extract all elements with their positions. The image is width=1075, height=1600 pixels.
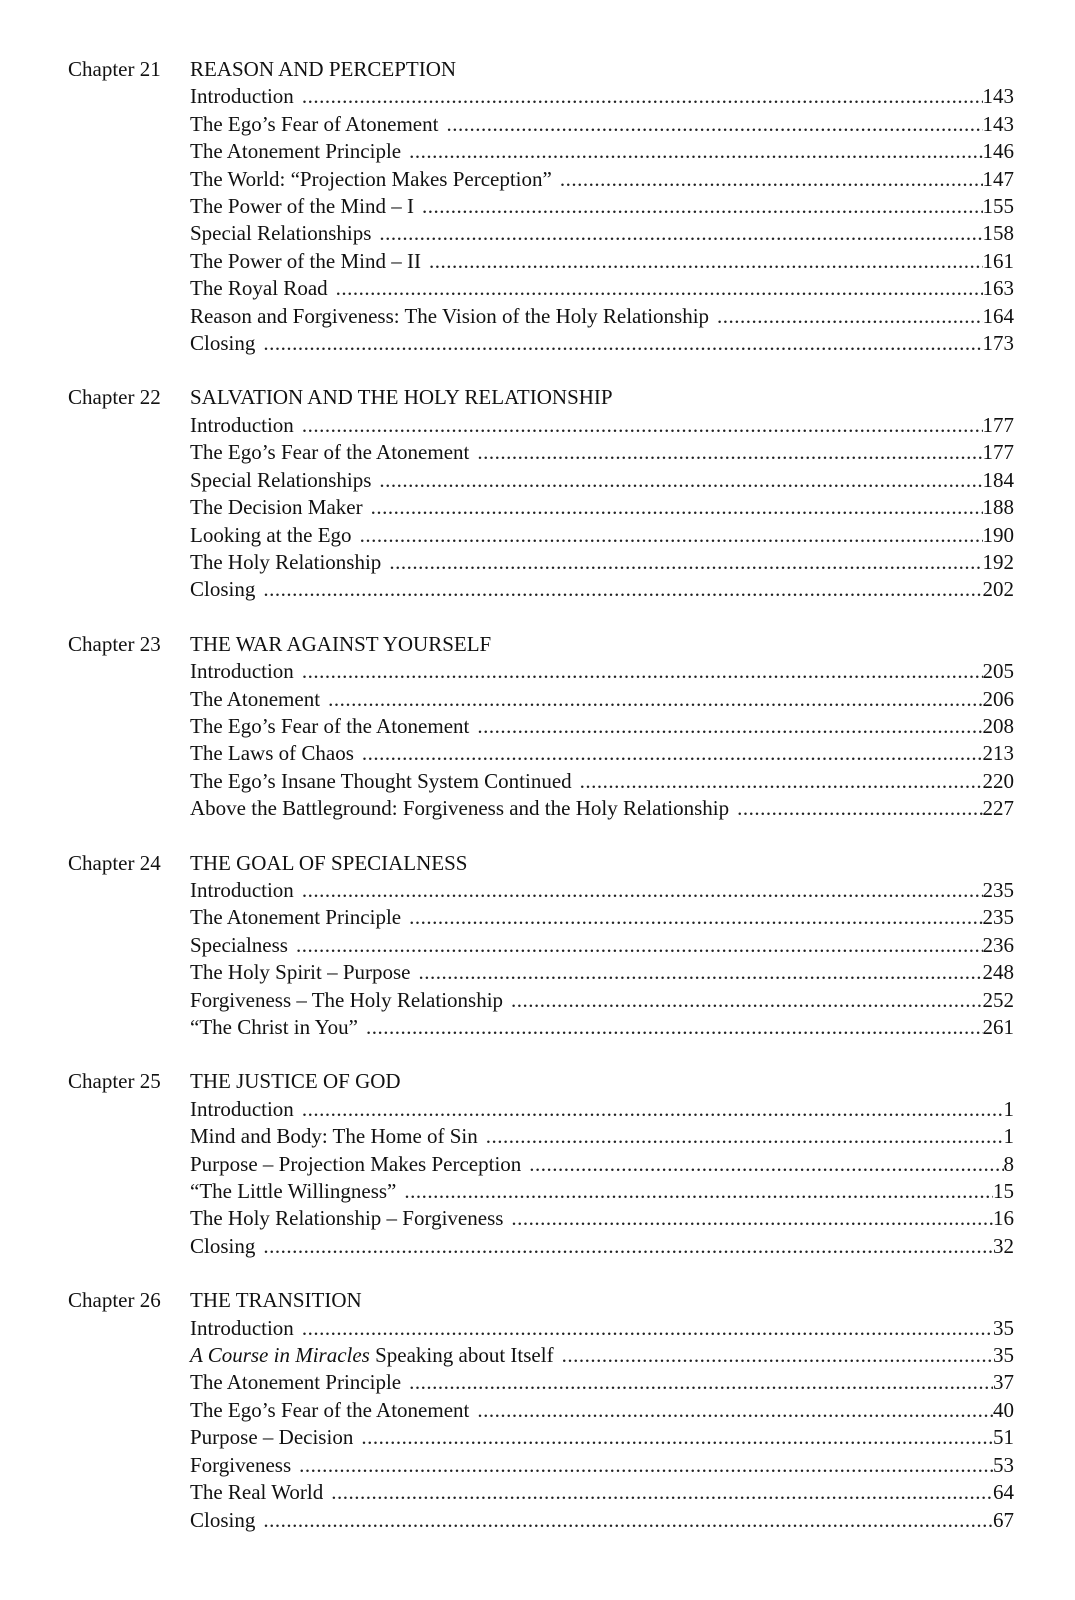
chapter-body <box>190 384 1014 603</box>
page-number: 208 <box>982 713 1014 738</box>
toc-entry[interactable] <box>190 1397 1014 1424</box>
toc-entry[interactable] <box>190 877 1014 904</box>
toc-entry[interactable] <box>190 1369 1014 1396</box>
entry-title: Introduction <box>190 412 294 437</box>
dot-leader <box>371 494 983 521</box>
toc-entry[interactable] <box>190 220 1014 247</box>
chapter-label: Chapter 25 <box>68 1069 161 1094</box>
entry-title: The Decision Maker <box>190 495 363 520</box>
toc-entry[interactable] <box>190 166 1014 193</box>
page-number: 192 <box>982 549 1014 574</box>
toc-entry[interactable] <box>190 1315 1014 1342</box>
entry-title: The Ego’s Fear of the Atonement <box>190 1397 470 1422</box>
dot-leader <box>404 1178 993 1205</box>
entry-title: Introduction <box>190 877 294 902</box>
toc-entry[interactable] <box>190 111 1014 138</box>
dot-leader <box>389 549 982 576</box>
toc-entry[interactable] <box>190 686 1014 713</box>
page-number: 213 <box>982 741 1014 766</box>
entry-title: The Real World <box>190 1480 324 1505</box>
page-number: 177 <box>982 412 1014 437</box>
toc-entry[interactable] <box>190 1123 1014 1150</box>
dot-leader <box>360 522 983 549</box>
dot-leader <box>511 987 982 1014</box>
toc-entry[interactable] <box>190 1452 1014 1479</box>
chapter-body <box>190 56 1014 357</box>
toc-entry[interactable] <box>190 138 1014 165</box>
entry-title: “The Little Willingness” <box>190 1179 397 1204</box>
page-number: 35 <box>993 1315 1014 1340</box>
page-number: 8 <box>1003 1151 1014 1176</box>
page-number: 146 <box>982 139 1014 164</box>
toc-entry[interactable] <box>190 1205 1014 1232</box>
chapter-block <box>68 384 1014 603</box>
toc-entry[interactable] <box>190 248 1014 275</box>
toc-entry[interactable] <box>190 932 1014 959</box>
dot-leader <box>529 1151 1003 1178</box>
chapter-label: Chapter 22 <box>68 385 161 410</box>
toc-entry[interactable] <box>190 1479 1014 1506</box>
dot-leader <box>477 713 982 740</box>
toc-entry[interactable] <box>190 303 1014 330</box>
entry-title: Purpose – Projection Makes Perception <box>190 1151 522 1176</box>
page-number: 190 <box>982 522 1014 547</box>
page-number: 16 <box>993 1206 1014 1231</box>
dot-leader <box>263 1233 993 1260</box>
page-number: 37 <box>993 1370 1014 1395</box>
toc-entry[interactable] <box>190 658 1014 685</box>
entry-title: Introduction <box>190 84 294 109</box>
dot-leader <box>302 1315 993 1342</box>
page-number: 177 <box>982 440 1014 465</box>
page-number: 252 <box>982 987 1014 1012</box>
entry-title: The Laws of Chaos <box>190 741 354 766</box>
entry-title: Specialness <box>190 932 288 957</box>
entry-title-italic: A Course in Miracles <box>190 1343 370 1368</box>
page-number: 143 <box>982 111 1014 136</box>
toc-entry[interactable] <box>190 1507 1014 1534</box>
dot-leader <box>361 1424 993 1451</box>
entry-title: The Atonement Principle <box>190 139 402 164</box>
chapter-label: Chapter 24 <box>68 850 161 875</box>
dot-leader <box>263 330 982 357</box>
dot-leader <box>328 686 982 713</box>
page-number: 147 <box>982 166 1014 191</box>
toc-entry[interactable] <box>190 904 1014 931</box>
page-number: 184 <box>982 467 1014 492</box>
page-number: 235 <box>982 905 1014 930</box>
page-number: 158 <box>982 221 1014 246</box>
dot-leader <box>477 439 982 466</box>
chapter-block <box>68 850 1014 1042</box>
page-number: 205 <box>982 659 1014 684</box>
page-number: 202 <box>982 577 1014 602</box>
page-number: 51 <box>993 1425 1014 1450</box>
page-number: 163 <box>982 276 1014 301</box>
dot-leader <box>477 1397 993 1424</box>
toc-entry[interactable] <box>190 1096 1014 1123</box>
dot-leader <box>362 740 983 767</box>
toc-entry[interactable] <box>190 412 1014 439</box>
entry-title: Introduction <box>190 1315 294 1340</box>
page-number: 67 <box>993 1507 1014 1532</box>
page-number: 227 <box>982 796 1014 821</box>
entry-title: Mind and Body: The Home of Sin <box>190 1124 478 1149</box>
toc-entry[interactable] <box>190 959 1014 986</box>
page-number: 235 <box>982 877 1014 902</box>
dot-leader <box>302 877 983 904</box>
chapter-title: THE JUSTICE OF GOD <box>190 1069 401 1094</box>
chapter-title: THE WAR AGAINST YOURSELF <box>190 631 492 656</box>
dot-leader <box>302 658 983 685</box>
dot-leader <box>409 904 982 931</box>
chapter-title: REASON AND PERCEPTION <box>190 57 457 81</box>
page-number: 1 <box>1003 1124 1014 1149</box>
entry-title: The Ego’s Insane Thought System Continued <box>190 768 572 793</box>
entry-title: Forgiveness <box>190 1452 292 1477</box>
table-of-contents <box>68 56 1014 1561</box>
page-number: 143 <box>982 84 1014 109</box>
chapter-block <box>68 56 1014 357</box>
dot-leader <box>717 303 982 330</box>
toc-entry[interactable] <box>190 1014 1014 1041</box>
page-number: 15 <box>993 1179 1014 1204</box>
chapter-title: SALVATION AND THE HOLY RELATIONSHIP <box>190 385 613 410</box>
dot-leader <box>296 932 983 959</box>
chapter-block <box>68 1287 1014 1534</box>
entry-title: Closing <box>190 577 256 602</box>
dot-leader <box>302 412 983 439</box>
dot-leader <box>486 1123 1004 1150</box>
entry-title: The Royal Road <box>190 276 328 301</box>
entry-title: The Holy Relationship – Forgiveness <box>190 1206 504 1231</box>
dot-leader <box>302 1096 1004 1123</box>
entry-title: The Power of the Mind – I <box>190 194 414 219</box>
page-number: 188 <box>982 495 1014 520</box>
dot-leader <box>331 1479 993 1506</box>
toc-entry[interactable] <box>190 740 1014 767</box>
page-number: 261 <box>982 1015 1014 1039</box>
toc-entry[interactable] <box>190 494 1014 521</box>
chapter-body <box>190 850 1014 1042</box>
toc-entry[interactable] <box>190 1424 1014 1451</box>
page-number: 161 <box>982 248 1014 273</box>
entry-title: Reason and Forgiveness: The Vision of the Holy Relationship <box>190 303 710 328</box>
toc-entry[interactable] <box>190 795 1014 822</box>
chapter-body <box>190 1068 1014 1260</box>
page-number: 206 <box>982 686 1014 711</box>
page-number: 35 <box>993 1343 1014 1368</box>
entry-title <box>190 1342 562 1369</box>
dot-leader <box>419 959 983 986</box>
page-number: 64 <box>993 1480 1014 1505</box>
toc-entry[interactable] <box>190 768 1014 795</box>
dot-leader <box>366 1014 983 1041</box>
entry-title: Purpose – Decision <box>190 1425 354 1450</box>
page-number: 236 <box>982 932 1014 957</box>
dot-leader <box>511 1205 993 1232</box>
entry-title: Closing <box>190 1233 256 1258</box>
dot-leader <box>409 138 982 165</box>
entry-title: Special Relationships <box>190 221 372 246</box>
chapter-body <box>190 1287 1014 1534</box>
page-number: 155 <box>982 194 1014 219</box>
dot-leader <box>336 275 983 302</box>
dot-leader <box>263 576 982 603</box>
entry-title: Introduction <box>190 1096 294 1121</box>
page-number: 40 <box>993 1397 1014 1422</box>
entry-title: Introduction <box>190 659 294 684</box>
dot-leader <box>560 166 983 193</box>
entry-title: The Ego’s Fear of Atonement <box>190 111 439 136</box>
chapter-body <box>190 631 1014 823</box>
entry-title: The Atonement <box>190 686 321 711</box>
dot-leader <box>422 193 983 220</box>
page-number: 248 <box>982 960 1014 985</box>
dot-leader <box>409 1369 993 1396</box>
entry-title: The Holy Spirit – Purpose <box>190 960 411 985</box>
entry-title: The Atonement Principle <box>190 1370 402 1395</box>
entry-title: “The Christ in You” <box>190 1015 358 1039</box>
chapter-title: THE TRANSITION <box>190 1288 362 1313</box>
chapter-label: Chapter 21 <box>68 57 161 81</box>
chapter-title: THE GOAL OF SPECIALNESS <box>190 850 468 875</box>
dot-leader <box>263 1507 993 1534</box>
entry-title: Looking at the Ego <box>190 522 352 547</box>
toc-entry[interactable] <box>190 83 1014 110</box>
entry-title: The Power of the Mind – II <box>190 248 421 273</box>
toc-entry[interactable] <box>190 713 1014 740</box>
page-number: 32 <box>993 1233 1014 1258</box>
dot-leader <box>446 111 982 138</box>
toc-entry[interactable] <box>190 1342 1014 1369</box>
toc-entry[interactable] <box>190 522 1014 549</box>
dot-leader <box>562 1342 993 1369</box>
page-number: 1 <box>1003 1096 1014 1121</box>
entry-title: Closing <box>190 331 256 356</box>
toc-entry[interactable] <box>190 1178 1014 1205</box>
dot-leader <box>302 83 983 110</box>
chapter-label: Chapter 26 <box>68 1288 161 1313</box>
entry-title-rest: Speaking about Itself <box>369 1343 554 1368</box>
entry-title: The World: “Projection Makes Perception” <box>190 166 552 191</box>
toc-entry[interactable] <box>190 987 1014 1014</box>
page-number: 220 <box>982 768 1014 793</box>
toc-entry[interactable] <box>190 193 1014 220</box>
entry-title: Above the Battleground: Forgiveness and the Holy Relationship <box>190 796 730 821</box>
page-number: 164 <box>982 303 1014 328</box>
toc-entry[interactable] <box>190 549 1014 576</box>
entry-title: The Atonement Principle <box>190 905 402 930</box>
toc-entry[interactable] <box>190 330 1014 357</box>
dot-leader <box>379 467 982 494</box>
toc-entry[interactable] <box>190 439 1014 466</box>
toc-entry[interactable] <box>190 1151 1014 1178</box>
dot-leader <box>379 220 982 247</box>
dot-leader <box>737 795 982 822</box>
toc-entry[interactable] <box>190 275 1014 302</box>
entry-title: Forgiveness – The Holy Relationship <box>190 987 504 1012</box>
chapter-block <box>68 1068 1014 1260</box>
dot-leader <box>429 248 983 275</box>
entry-title: Special Relationships <box>190 467 372 492</box>
entry-title: The Holy Relationship <box>190 549 382 574</box>
toc-entry[interactable] <box>190 576 1014 603</box>
toc-entry[interactable] <box>190 1233 1014 1260</box>
page-number: 173 <box>982 331 1014 356</box>
dot-leader <box>299 1452 993 1479</box>
entry-title: Closing <box>190 1507 256 1532</box>
entry-title: The Ego’s Fear of the Atonement <box>190 440 470 465</box>
page-number: 53 <box>993 1452 1014 1477</box>
dot-leader <box>580 768 983 795</box>
chapter-block <box>68 631 1014 823</box>
toc-entry[interactable] <box>190 467 1014 494</box>
chapter-label: Chapter 23 <box>68 631 161 656</box>
entry-title: The Ego’s Fear of the Atonement <box>190 713 470 738</box>
